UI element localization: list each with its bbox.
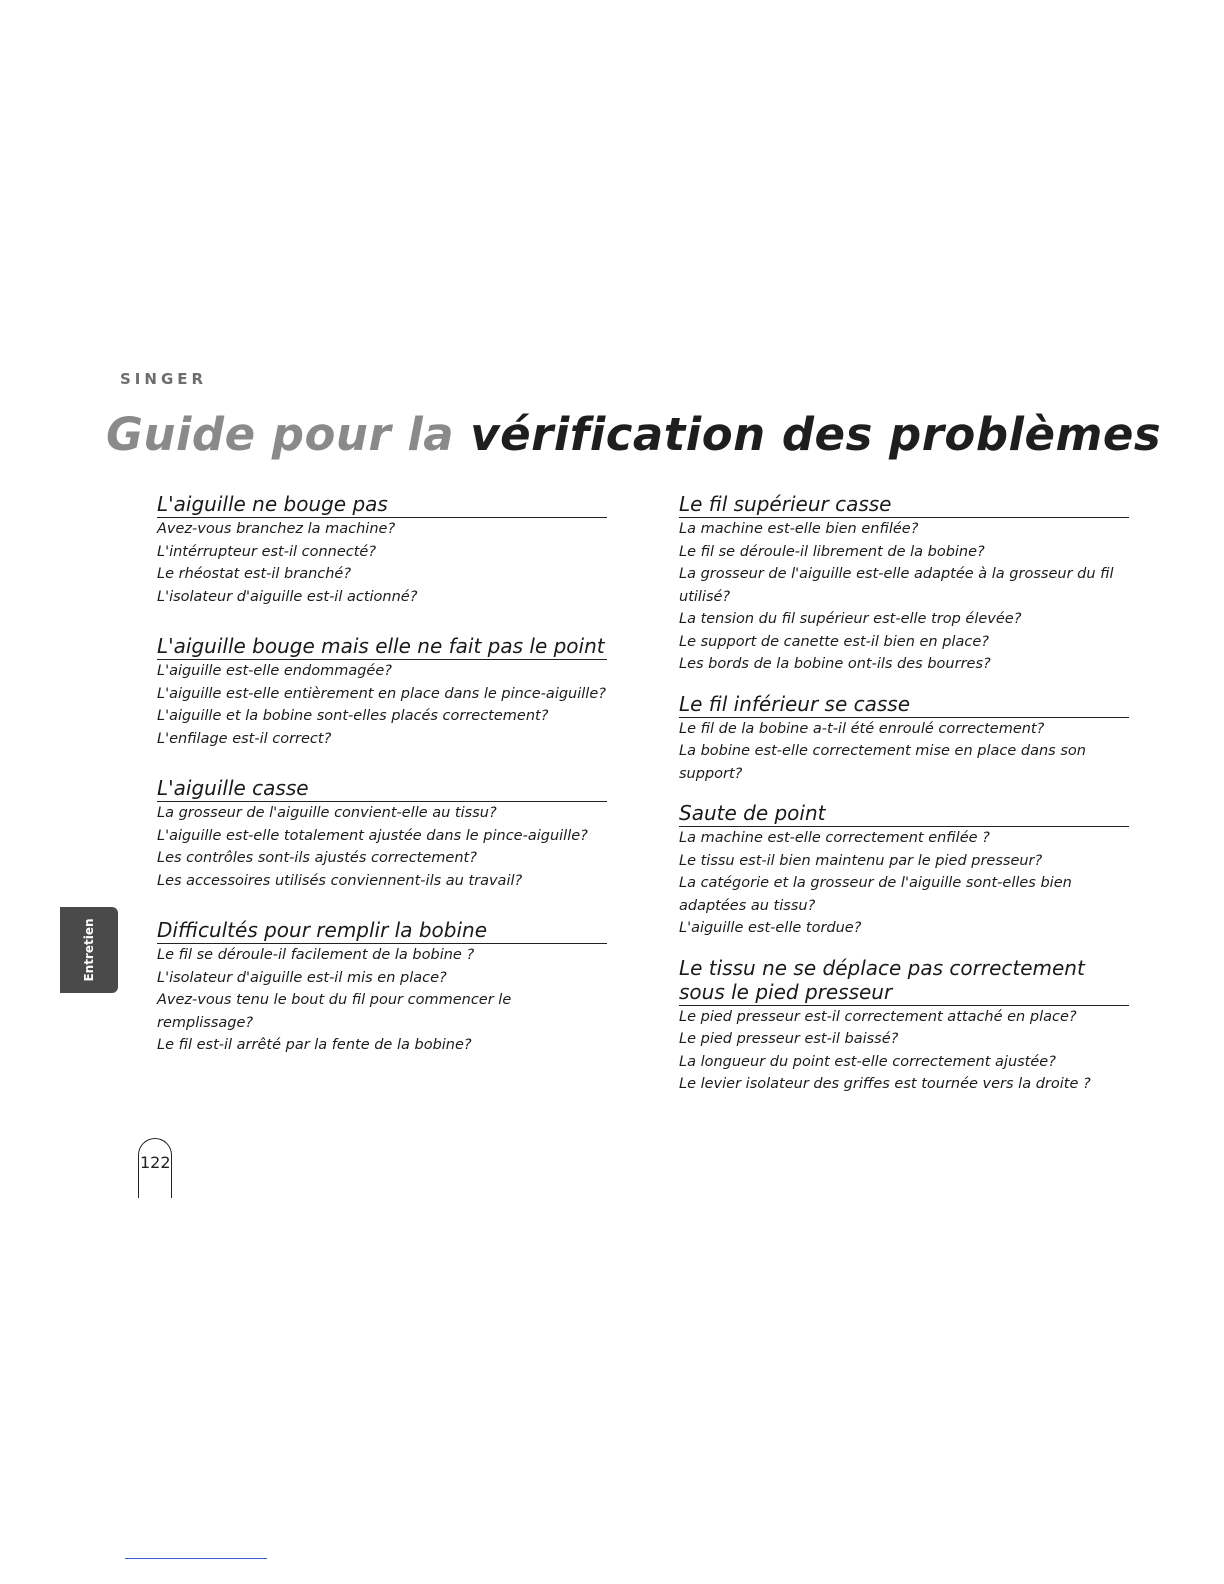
section-heading: L'aiguille ne bouge pas: [157, 492, 607, 518]
list-item: Le levier isolateur des griffes est tournée vers la droite ?: [679, 1076, 1091, 1092]
section-needle-breaks: [157, 776, 607, 892]
list-item: Avez-vous branchez la machine?: [157, 521, 396, 537]
list-item: Le fil se déroule-il facilement de la bobine ?: [157, 947, 475, 963]
section-heading: L'aiguille bouge mais elle ne fait pas le point: [157, 634, 607, 660]
section-heading: Le tissu ne se déplace pas correctement sous le pied presseur: [679, 956, 1129, 1006]
section-needle-not-moving: [157, 492, 607, 608]
right-column: [679, 492, 1129, 1096]
list-item: L'aiguille est-elle entièrement en place dans le pince-aiguille?: [157, 685, 606, 702]
page-number: 122: [140, 1153, 171, 1172]
question-list: [679, 827, 1129, 940]
section-skipped-stitches: [679, 801, 1129, 940]
section-heading: Difficultés pour remplir la bobine: [157, 918, 607, 944]
list-item: L'isolateur d'aiguille est-il mis en place?: [157, 969, 447, 986]
section-lower-thread-breaks: [679, 692, 1129, 786]
chapter-tab: [60, 907, 118, 993]
list-item: L'aiguille et la bobine sont-elles placés correctement?: [157, 708, 549, 724]
left-column: [157, 492, 607, 1057]
list-item: Le support de canette est-il bien en place?: [679, 633, 989, 650]
list-item: La tension du fil supérieur est-elle trop élevée?: [679, 611, 1022, 627]
list-item: L'aiguille est-elle endommagée?: [157, 663, 392, 679]
question-list: [679, 518, 1129, 676]
list-item: Le fil est-il arrêté par la fente de la bobine?: [157, 1037, 472, 1053]
list-item: La longueur du point est-elle correctement ajustée?: [679, 1053, 1056, 1070]
section-needle-no-stitch: [157, 634, 607, 750]
footer-rule: [125, 1558, 267, 1559]
list-item: La grosseur de l'aiguille est-elle adaptée à la grosseur du fil utilisé?: [679, 566, 1114, 605]
section-upper-thread-breaks: [679, 492, 1129, 676]
list-item: L'isolateur d'aiguille est-il actionné?: [157, 588, 418, 605]
list-item: L'intérrupteur est-il connecté?: [157, 543, 377, 560]
section-heading: Saute de point: [679, 801, 1129, 827]
question-list: [157, 802, 607, 892]
chapter-tab-label: Entretien: [82, 918, 96, 982]
section-heading: Le fil supérieur casse: [679, 492, 1129, 518]
list-item: Le pied presseur est-il baissé?: [679, 1031, 899, 1047]
brand-logo: SINGER: [120, 370, 208, 388]
question-list: [679, 718, 1129, 786]
list-item: Le tissu est-il bien maintenu par le pied presseur?: [679, 852, 1043, 869]
question-list: [679, 1006, 1129, 1096]
page-title: [106, 408, 1206, 461]
question-list: [157, 518, 607, 608]
list-item: La bobine est-elle correctement mise en place dans son support?: [679, 743, 1086, 782]
list-item: Les bords de la bobine ont-ils des bourres?: [679, 656, 991, 672]
list-item: L'aiguille est-elle tordue?: [679, 920, 862, 936]
section-heading: L'aiguille casse: [157, 776, 607, 802]
list-item: Avez-vous tenu le bout du fil pour commencer le remplissage?: [157, 992, 512, 1031]
question-list: [157, 944, 607, 1057]
list-item: La machine est-elle correctement enfilée ?: [679, 830, 990, 846]
list-item: La catégorie et la grosseur de l'aiguille sont-elles bien adaptées au tissu?: [679, 875, 1072, 914]
list-item: La grosseur de l'aiguille convient-elle au tissu?: [157, 805, 497, 821]
list-item: Le pied presseur est-il correctement attaché en place?: [679, 1008, 1077, 1025]
list-item: Les contrôles sont-ils ajustés correctement?: [157, 850, 477, 866]
list-item: Le rhéostat est-il branché?: [157, 566, 352, 582]
page-title-main: vérification des problèmes: [454, 408, 1162, 461]
question-list: [157, 660, 607, 750]
page-title-faded: Guide pour la: [106, 408, 455, 461]
list-item: La machine est-elle bien enfilée?: [679, 521, 919, 537]
list-item: Les accessoires utilisés conviennent-ils au travail?: [157, 872, 523, 889]
section-bobbin-winding: [157, 918, 607, 1057]
list-item: L'aiguille est-elle totalement ajustée dans le pince-aiguille?: [157, 827, 588, 844]
section-heading: Le fil inférieur se casse: [679, 692, 1129, 718]
list-item: Le fil de la bobine a-t-il été enroulé correctement?: [679, 720, 1045, 737]
list-item: L'enfilage est-il correct?: [157, 730, 332, 747]
list-item: Le fil se déroule-il librement de la bobine?: [679, 543, 985, 560]
section-fabric-not-feeding: [679, 956, 1129, 1096]
